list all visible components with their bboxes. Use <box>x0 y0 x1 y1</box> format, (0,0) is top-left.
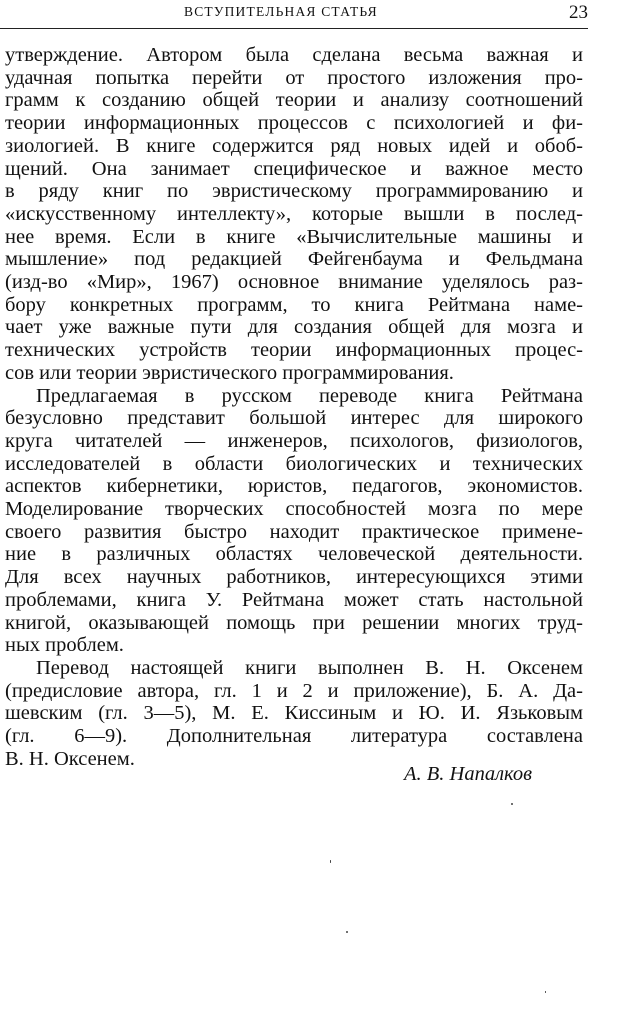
print-speck <box>545 991 546 993</box>
text-line: бору конкретных программ, то книга Рейтмана наме- <box>5 293 583 316</box>
text-line: нее время. Если в книге «Вычислительные машины и <box>5 225 583 248</box>
print-speck <box>346 931 348 933</box>
text-line: щений. Она занимает специфическое и важное место <box>5 157 583 180</box>
running-head <box>0 2 588 29</box>
text-line: круга читателей — инженеров, психологов, физиологов, <box>5 429 583 452</box>
paragraph-2 <box>5 385 583 657</box>
text-line: Для всех научных работников, интересующихся этими <box>5 566 583 589</box>
text-line: грамм к созданию общей теории и анализу соотношений <box>5 89 583 112</box>
text-line: своего развития быстро находит практическое примене- <box>5 520 583 543</box>
body-text <box>5 44 583 771</box>
text-line: технических устройств теории информационных процес- <box>5 339 583 362</box>
running-title: ВСТУПИТЕЛЬНАЯ СТАТЬЯ <box>184 4 378 19</box>
author-signature: А. В. Напалков <box>404 763 532 785</box>
text-line: (гл. 6—9). Дополнительная литература составлена <box>5 725 583 748</box>
text-line: ных проблем. <box>5 634 124 657</box>
paragraph-3 <box>5 657 583 771</box>
text-line: книгой, оказывающей помощь при решении многих труд- <box>5 611 583 634</box>
text-line: (изд-во «Мир», 1967) основное внимание уделялось раз- <box>5 271 583 294</box>
text-line: чает уже важные пути для создания общей для мозга и <box>5 316 583 339</box>
text-line: проблемами, книга У. Рейтмана может стать настольной <box>5 588 583 611</box>
text-line: ние в различных областях человеческой деятельности. <box>5 543 583 566</box>
text-line: аспектов кибернетики, юристов, педагогов, экономистов. <box>5 475 583 498</box>
text-line: удачная попытка перейти от простого изложения про- <box>5 66 583 89</box>
text-line: безусловно представит большой интерес для широкого <box>5 407 583 430</box>
text-line: исследователей в области биологических и технических <box>5 452 583 475</box>
paragraph-1 <box>5 44 583 385</box>
text-line: мышление» под редакцией Фейгенбаума и Фельдмана <box>5 248 583 271</box>
text-line: В. Н. Оксенем. <box>5 747 135 770</box>
text-line: теории информационных процессов с психологией и фи- <box>5 112 583 135</box>
text-line: сов или теории эвристического программирования. <box>5 361 454 384</box>
text-line: «искусственному интеллекту», которые вышли в послед- <box>5 202 583 225</box>
text-line: шевским (гл. 3—5), М. Е. Киссиным и Ю. И. Язьковым <box>5 702 583 725</box>
text-line: Моделирование творческих способностей мозга по мере <box>5 498 583 521</box>
text-line: Перевод настоящей книги выполнен В. Н. Оксенем <box>36 656 583 679</box>
text-line: зиологией. В книге содержится ряд новых идей и обоб- <box>5 134 583 157</box>
text-line: утверждение. Автором была сделана весьма важная и <box>5 44 583 66</box>
text-line: (предисловие автора, гл. 1 и 2 и приложение), Б. А. Да- <box>5 679 583 702</box>
print-speck <box>330 860 331 863</box>
print-speck <box>511 803 513 805</box>
text-line: в ряду книг по эвристическому программированию и <box>5 180 583 203</box>
text-line: Предлагаемая в русском переводе книга Рейтмана <box>36 384 583 407</box>
page-number: 23 <box>569 2 588 23</box>
